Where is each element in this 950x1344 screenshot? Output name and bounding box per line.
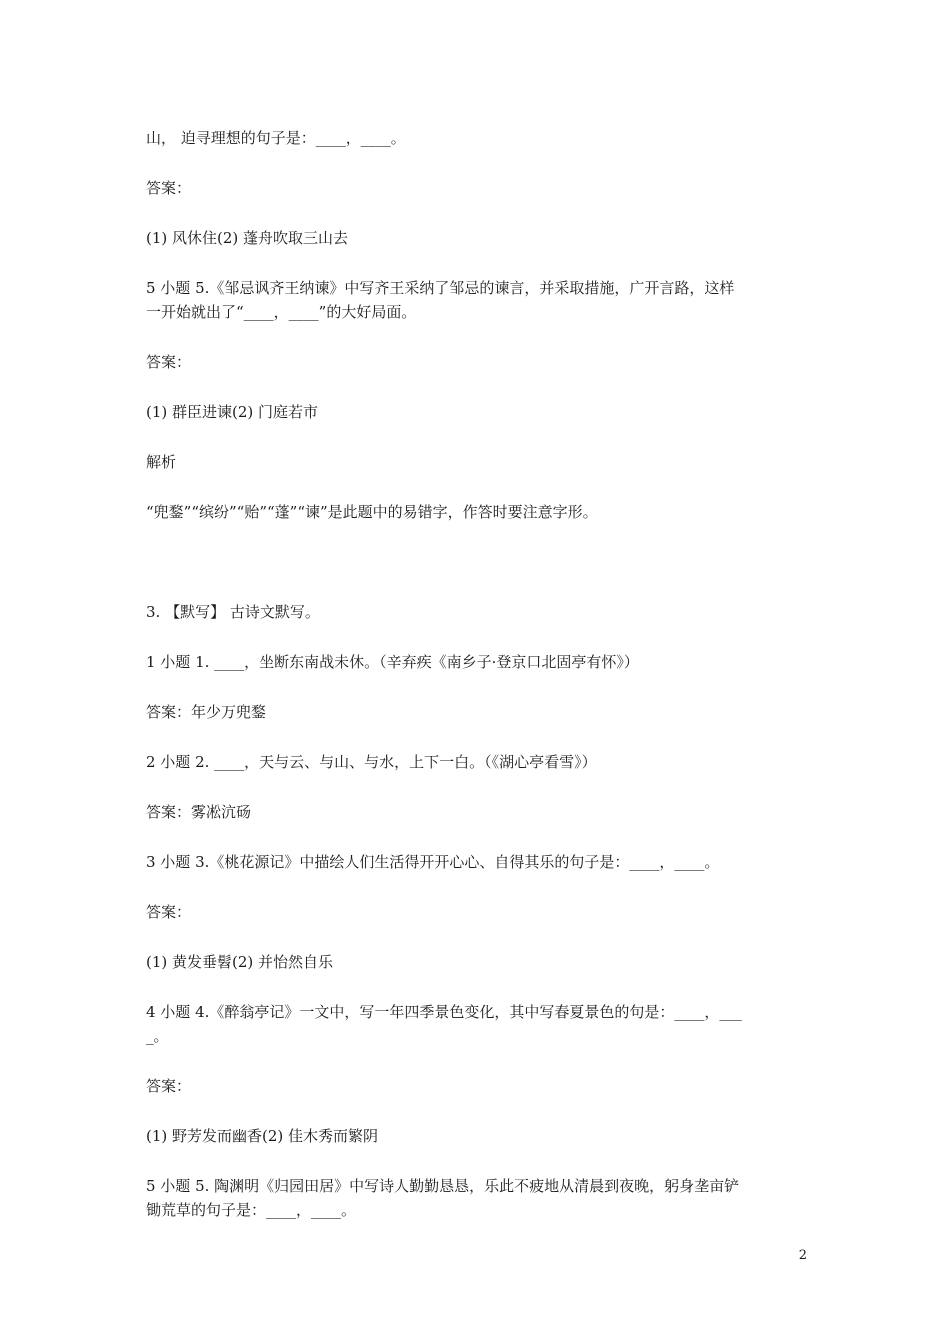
question-text: _。 — [146, 1027, 169, 1045]
answer-text: (1) 野芳发而幽香(2) 佳木秀而繁阴 — [146, 1127, 379, 1145]
answer-label: 答案： — [146, 353, 192, 371]
question-text: 3 小题 3.《桃花源记》中描绘人们生活得开开心心、自得其乐的句子是：____，____。 — [146, 853, 720, 871]
answer-label: 答案： — [146, 1077, 192, 1095]
question-text: 1 小题 1. ____，坐断东南战未休。（辛弃疾《南乡子·登京口北固亭有怀》） — [146, 653, 639, 671]
section-heading: 3. 【默写】 古诗文默写。 — [146, 603, 320, 621]
question-text: 5 小题 5. 陶渊明《归园田居》中写诗人勤勤恳恳，乐此不疲地从清晨到夜晚，躬身垄亩铲 — [146, 1177, 740, 1195]
answer-text: 答案：年少万兜鍪 — [146, 703, 267, 721]
answer-text: (1) 黄发垂髫(2) 并怡然自乐 — [146, 953, 334, 971]
question-text: 锄荒草的句子是：____，____。 — [146, 1201, 357, 1219]
text-line: 山， 迫寻理想的句子是：____，____。 — [146, 129, 406, 147]
answer-text: (1) 风休住(2) 蓬舟吹取三山去 — [146, 229, 349, 247]
answer-text: (1) 群臣进谏(2) 门庭若市 — [146, 403, 319, 421]
analysis-text: “兜鍪”“缤纷”“贻”“蓬”“谏”是此题中的易错字，作答时要注意字形。 — [146, 503, 598, 521]
answer-label: 答案： — [146, 903, 192, 921]
page-number: 2 — [798, 1248, 807, 1263]
analysis-label: 解析 — [146, 453, 177, 471]
question-text: 2 小题 2. ____，天与云、与山、与水，上下一白。（《湖心亭看雪》） — [146, 753, 597, 771]
question-text: 一开始就出了“____，____”的大好局面。 — [146, 303, 417, 321]
question-text: 5 小题 5.《邹忌讽齐王纳谏》中写齐王采纳了邹忌的谏言，并采取措施，广开言路，这样 — [146, 279, 735, 297]
answer-text: 答案：雾凇沆砀 — [146, 803, 252, 821]
answer-label: 答案： — [146, 179, 192, 197]
question-text: 4 小题 4.《醉翁亭记》一文中，写一年四季景色变化，其中写春夏景色的句是：____，___ — [146, 1003, 742, 1021]
